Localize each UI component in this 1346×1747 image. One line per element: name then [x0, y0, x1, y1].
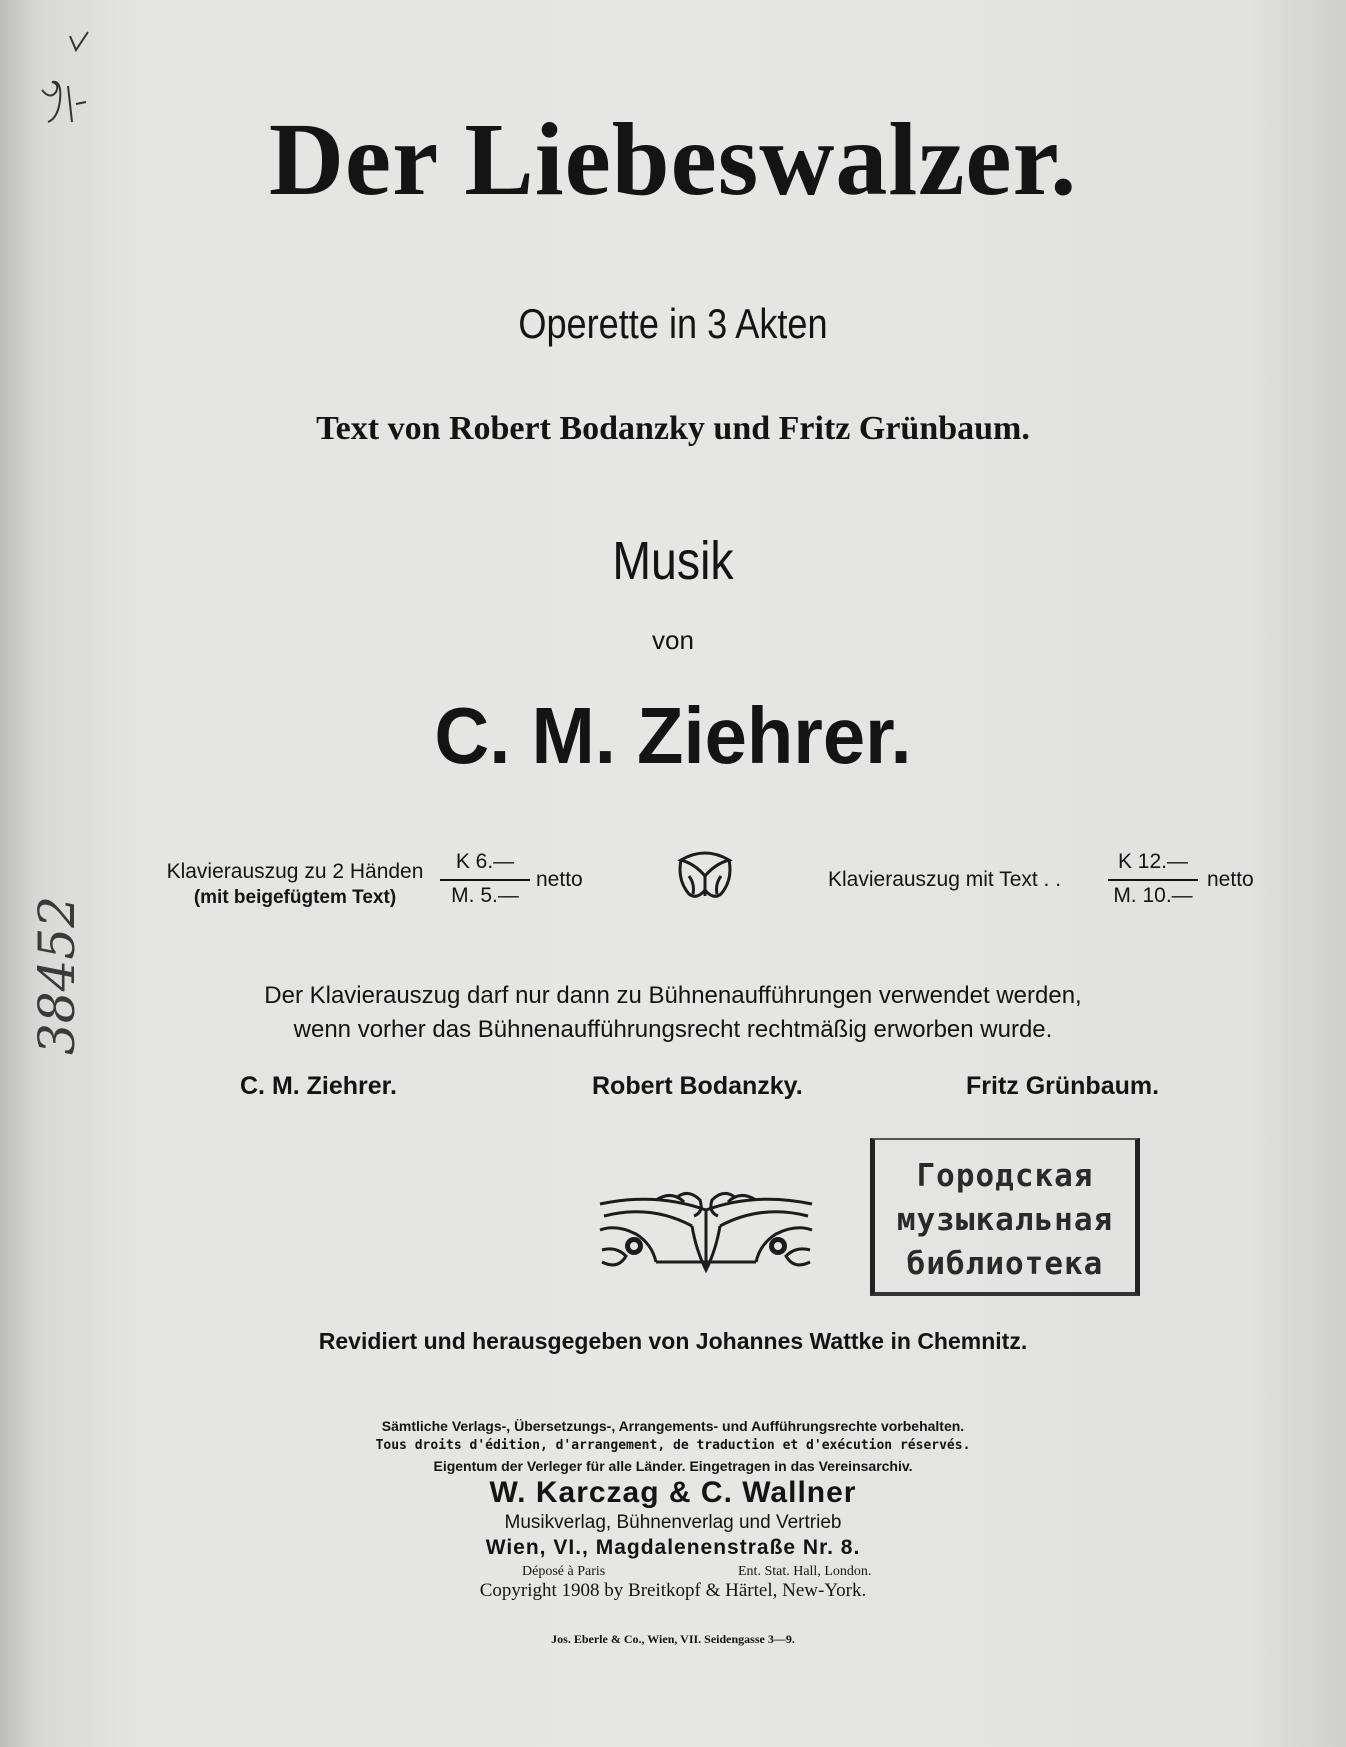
- price-left-label: Klavierauszug zu 2 Händen: [166, 860, 424, 883]
- editor-credit: Revidiert und herausgegeben von Johannes Wattke in Chemnitz.: [318, 1328, 1028, 1354]
- publisher-address: Wien, VI., Magdalenenstraße Nr. 8.: [485, 1536, 861, 1559]
- price-right-netto: netto: [1207, 868, 1254, 891]
- stationers-hall: Ent. Stat. Hall, London.: [738, 1564, 872, 1579]
- rights-line-1: Sämtliche Verlags-, Übersetzungs-, Arrangements- und Aufführungsrechte vorbehalten.: [381, 1418, 965, 1434]
- price-left-netto: netto: [536, 868, 583, 891]
- fraction-bar: [440, 879, 530, 881]
- center-ornament-icon: [675, 850, 735, 904]
- stamp-line-3: библиотека: [906, 1246, 1104, 1282]
- stamp-line-1: Городская: [916, 1158, 1094, 1194]
- signature-composer: C. M. Ziehrer.: [240, 1072, 397, 1100]
- fraction-bar: [1108, 879, 1198, 881]
- rights-line-2: Tous droits d'édition, d'arrangement, de traduction et d'exécution réservés.: [375, 1438, 971, 1453]
- price-left-m: M. 5.—: [451, 884, 519, 907]
- depose-paris: Déposé à Paris: [522, 1564, 606, 1579]
- price-right-m: M. 10.—: [1113, 884, 1193, 907]
- music-label: Musik: [612, 531, 734, 591]
- printer-line: Jos. Eberle & Co., Wien, VII. Seidengasse 3—9.: [551, 1632, 795, 1646]
- floral-ornament-icon: [596, 1190, 816, 1274]
- library-stamp: [870, 1138, 1140, 1296]
- signature-bodanzky: Robert Bodanzky.: [592, 1072, 803, 1100]
- copyright-line: Copyright 1908 by Breitkopf & Härtel, New-York.: [479, 1580, 867, 1601]
- rights-line-3: Eigentum der Verleger für alle Länder. Eingetragen in das Vereinsarchiv.: [433, 1458, 913, 1474]
- genre-subtitle: Operette in 3 Akten: [518, 300, 828, 347]
- price-right-fraction: [1108, 850, 1198, 910]
- librettists: Text von Robert Bodanzky und Fritz Grünbaum.: [316, 410, 1030, 447]
- signature-gruenbaum: Fritz Grünbaum.: [966, 1072, 1160, 1100]
- price-left-sublabel: (mit beigefügtem Text): [193, 887, 397, 908]
- performance-notice-line-1: Der Klavierauszug darf nur dann zu Bühnenaufführungen verwendet werden,: [264, 982, 1082, 1009]
- publisher-description: Musikverlag, Bühnenverlag und Vertrieb: [504, 1512, 842, 1533]
- price-left-k: K 6.—: [455, 850, 515, 873]
- handwritten-side-number: 38452: [28, 895, 86, 1055]
- price-left-fraction: [440, 850, 530, 910]
- price-right-k: K 12.—: [1117, 850, 1189, 873]
- stamp-line-2: музыкальная: [896, 1202, 1114, 1238]
- by-label: von: [652, 625, 694, 655]
- performance-notice-line-2: wenn vorher das Bühnenaufführungsrecht rechtmäßig erworben wurde.: [293, 1016, 1053, 1043]
- price-right-label: Klavierauszug mit Text . .: [828, 868, 1062, 891]
- composer-name: C. M. Ziehrer.: [434, 691, 912, 780]
- page-title: Der Liebeswalzer.: [268, 102, 1078, 217]
- publisher-name: W. Karczag & C. Wallner: [489, 1476, 857, 1509]
